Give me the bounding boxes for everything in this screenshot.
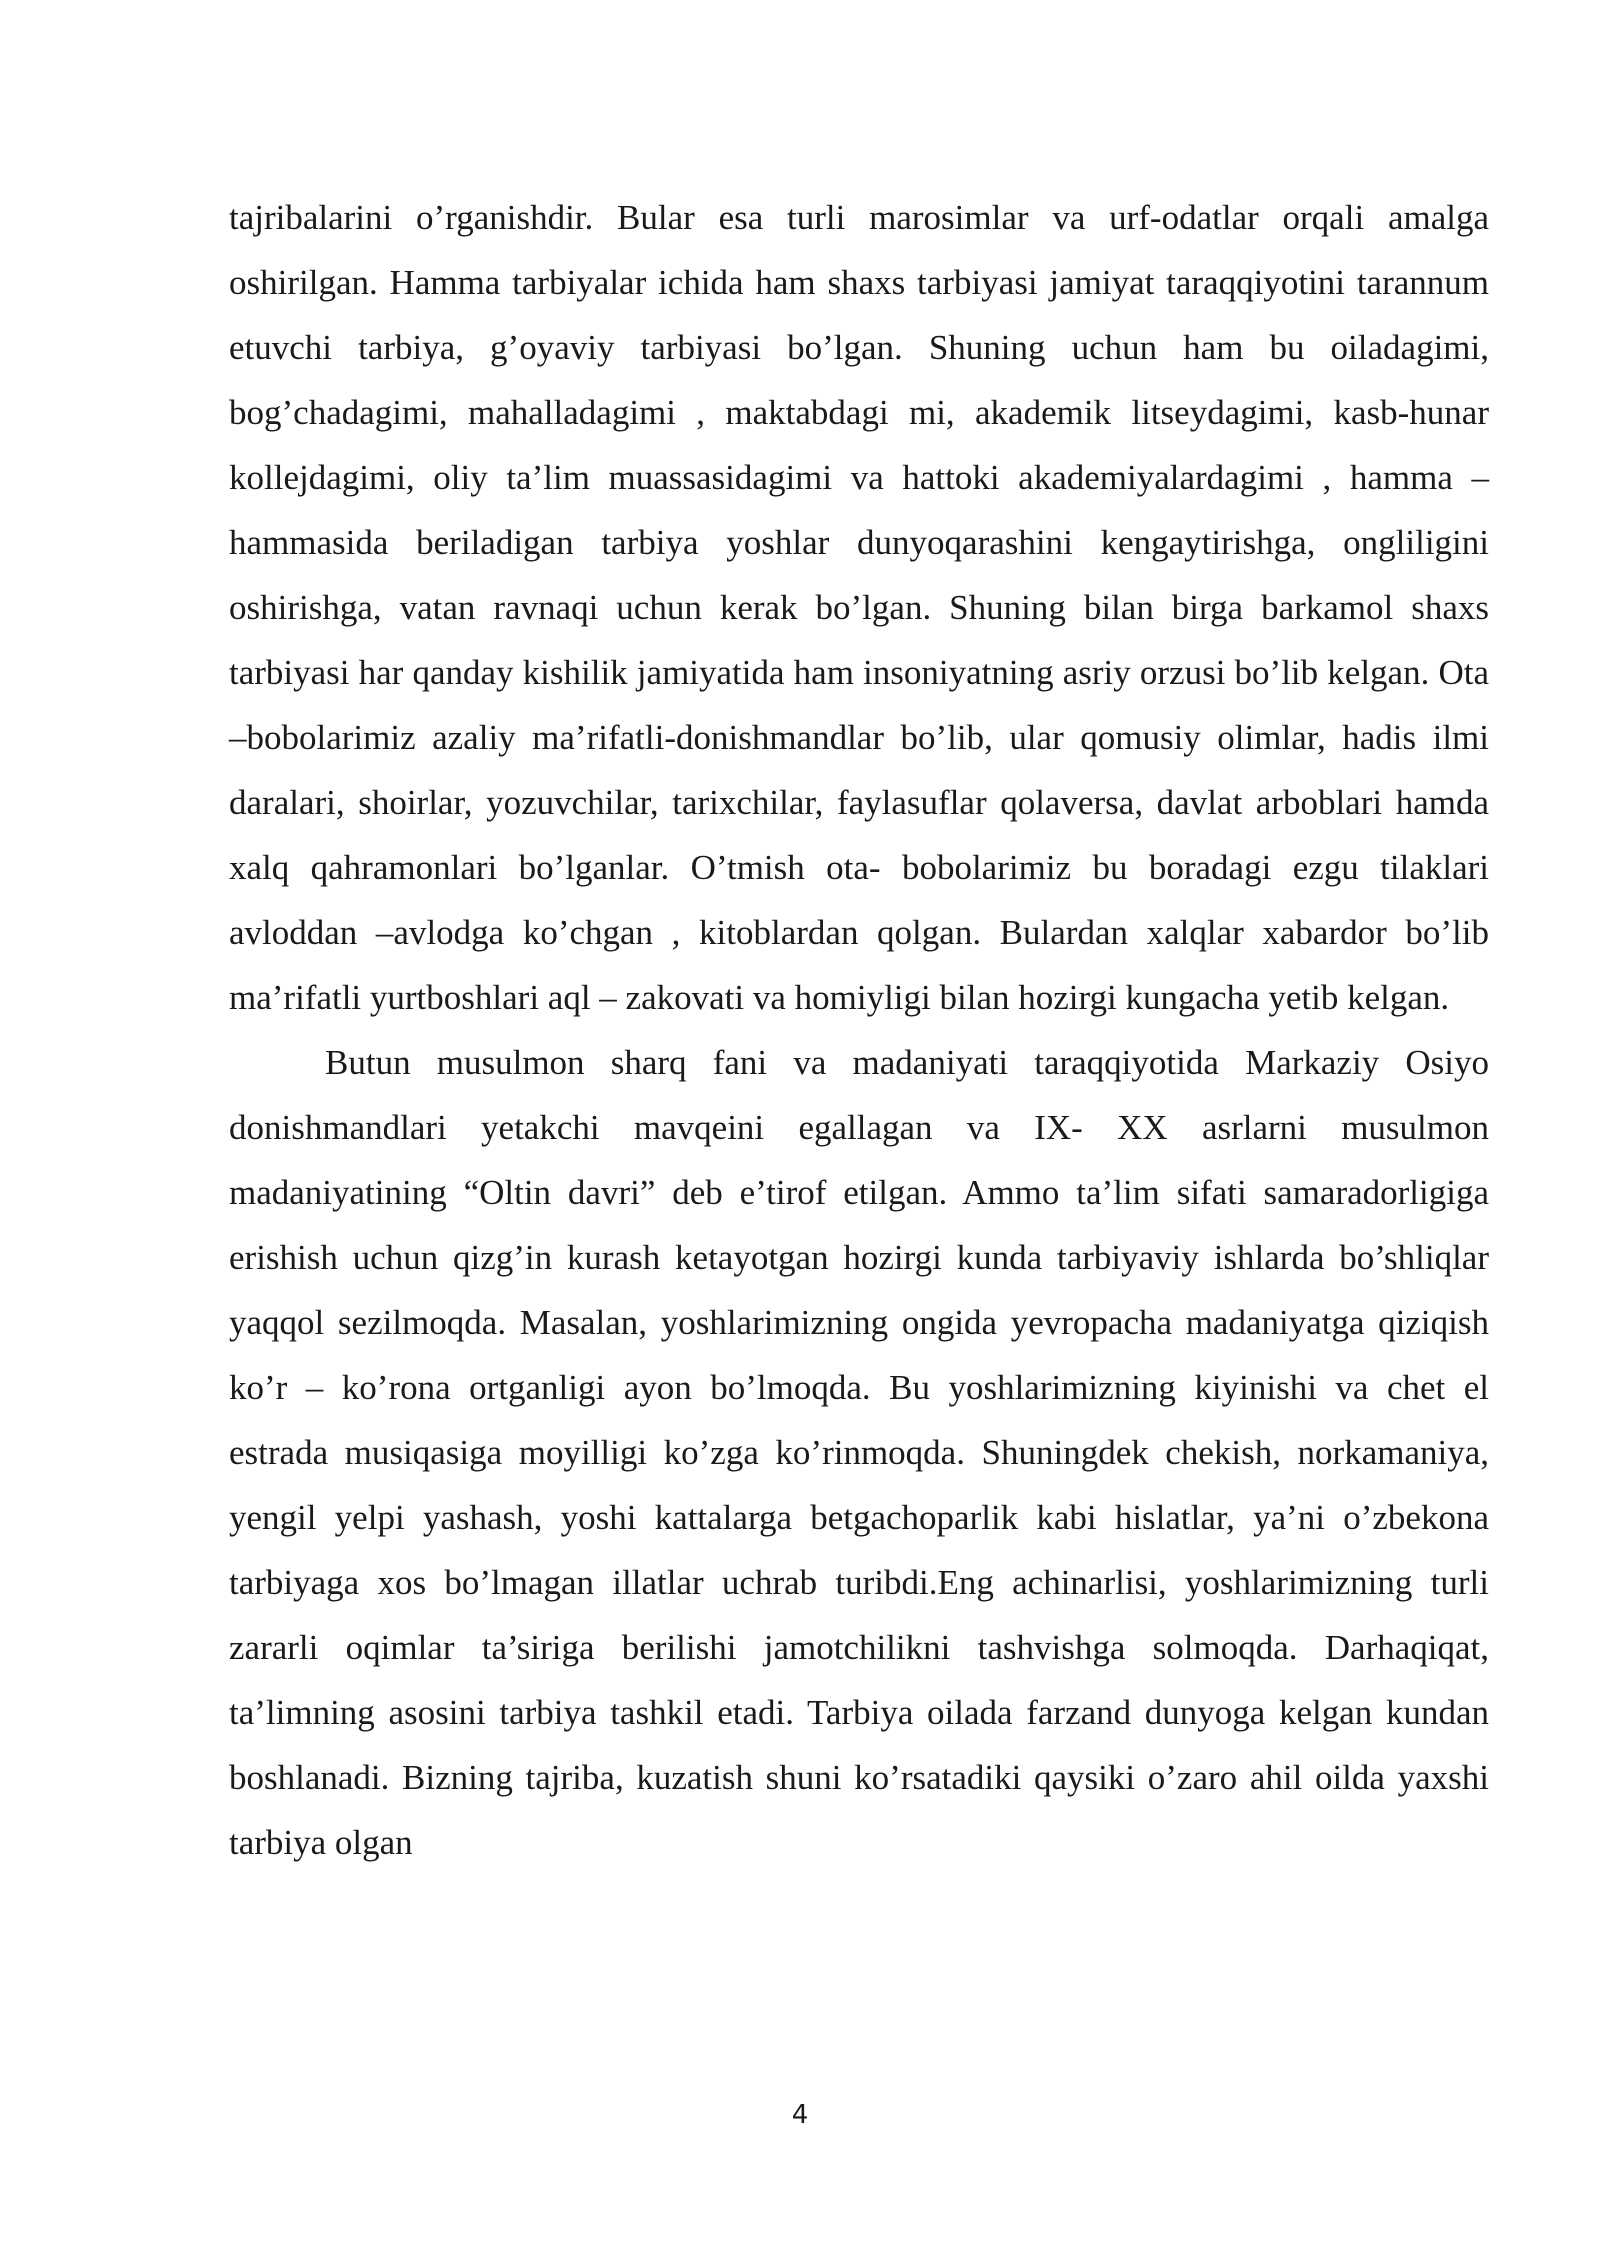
paragraph-2: Butun musulmon sharq fani va madaniyati taraqqiyotida Markaziy Osiyo donishmandlari yetakchi mavqeini egallagan va IX- XX asrlarni musulmon madaniyatining “Oltin davri” deb e’tirof etilgan. Ammo ta’lim sifati samaradorligiga erishish uchun qizg’in kurash ketayotgan hozirgi kunda tarbiyaviy ishlarda bo’shliqlar yaqqol sezilmoqda. Masalan, yoshlarimizning ongida yevropacha madaniyatga qiziqish ko’r – ko’rona ortganligi ayon bo’lmoqda. Bu yoshlarimizning kiyinishi va chet el estrada musiqasiga moyilligi ko’zga ko’rinmoqda. Shuningdek chekish, norkamaniya, yengil yelpi yashash, yoshi kattalarga betgachoparlik kabi hislatlar, ya’ni o’zbekona tarbiyaga xos bo’lmagan illatlar uchrab turibdi.Eng achinarlisi, yoshlarimizning turli zararli oqimlar ta’siriga berilishi jamotchilikni tashvishga solmoqda. Darhaqiqat, ta’limning asosini tarbiya tashkil etadi. Tarbiya oilada farzand dunyoga kelgan kundan boshlanadi. Bizning tajriba, kuzatish shuni ko’rsatadiki qaysiki o’zaro ahil oilda yaxshi tarbiya olgan [229, 1043, 1489, 1862]
document-body [229, 185, 1489, 1875]
page-number: 4 [791, 2100, 809, 2130]
paragraph-1: tajribalarini o’rganishdir. Bular esa turli marosimlar va urf-odatlar orqali amalga oshirilgan. Hamma tarbiyalar ichida ham shaxs tarbiyasi jamiyat taraqqiyotini tarannum etuvchi tarbiya, g’oyaviy tarbiyasi bo’lgan. Shuning uchun ham bu oiladagimi, bog’chadagimi, mahalladagimi , maktabdagi mi, akademik litseydagimi, kasb-hunar kollejdagimi, oliy ta’lim muassasidagimi va hattoki akademiyalardagimi , hamma –hammasida beriladigan tarbiya yoshlar dunyoqarashini kengaytirishga, ongliligini oshirishga, vatan ravnaqi uchun kerak bo’lgan. Shuning bilan birga barkamol shaxs tarbiyasi har qanday kishilik jamiyatida ham insoniyatning asriy orzusi bo’lib kelgan. Ota –bobolarimiz azaliy ma’rifatli-donishmandlar bo’lib, ular qomusiy olimlar, hadis ilmi daralari, shoirlar, yozuvchilar, tarixchilar, faylasuflar qolaversa, davlat arboblari hamda xalq qahramonlari bo’lganlar. O’tmish ota- bobolarimiz bu boradagi ezgu tilaklari avloddan –avlodga ko’chgan , kitoblardan qolgan. Bulardan xalqlar xabardor bo’lib ma’rifatli yurtboshlari aql – zakovati va homiyligi bilan hozirgi kungacha yetib kelgan. [229, 198, 1489, 1017]
